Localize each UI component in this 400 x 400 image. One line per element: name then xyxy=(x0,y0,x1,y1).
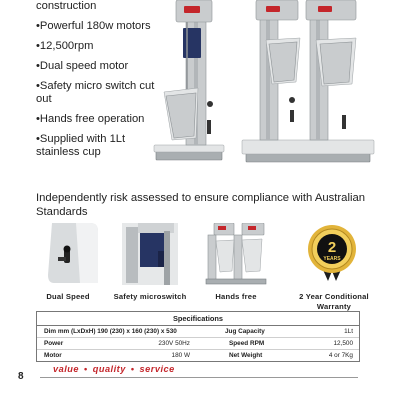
feature-item: •Dual speed motor xyxy=(36,60,129,72)
safety-microswitch-thumbnail xyxy=(122,223,178,285)
spec-label: Dim mm (LxDxH) 190 (230) x 160 (230) x 530 xyxy=(44,328,177,335)
footer-rule xyxy=(40,377,358,378)
tagline-service: service xyxy=(139,364,175,374)
footer-tagline xyxy=(53,364,175,374)
spec-label: Net Weight xyxy=(229,352,263,359)
dual-speed-thumbnail xyxy=(46,223,98,285)
thumb-label-warranty: 2 Year Conditional Warranty xyxy=(299,292,369,311)
feature-lead: construction xyxy=(36,0,97,12)
tagline-separator: • xyxy=(84,364,88,374)
thumb-label-safety-microswitch: Safety microswitch xyxy=(113,292,187,301)
table-row xyxy=(37,326,359,337)
specifications-table xyxy=(36,311,360,362)
feature-item: •Safety micro switch cut out xyxy=(36,80,155,105)
feature-item: •Hands free operation xyxy=(36,113,145,125)
tagline-separator: • xyxy=(130,364,135,374)
spec-value: 230V 50Hz xyxy=(158,340,190,347)
warranty-badge xyxy=(300,223,364,285)
thumb-label-hands-free: Hands free xyxy=(215,292,257,301)
feature-list xyxy=(36,0,158,166)
spec-label: Power xyxy=(44,340,64,347)
compliance-statement: Independently risk assessed to ensure compliance with Australian Standards xyxy=(36,192,366,218)
feature-item: •Supplied with 1Lt stainless cup xyxy=(36,133,126,158)
tagline-value: value xyxy=(53,364,79,374)
double-mixer-photo xyxy=(238,0,378,170)
single-mixer-photo xyxy=(150,0,230,165)
tagline-quality: quality xyxy=(92,364,126,374)
table-row xyxy=(37,349,359,361)
feature-item: •12,500rpm xyxy=(36,40,94,52)
specifications-title: Specifications xyxy=(37,312,359,326)
badge-number: 2 xyxy=(327,239,337,256)
thumb-label-dual-speed: Dual Speed xyxy=(46,292,90,301)
spec-value: 12,500 xyxy=(333,340,353,347)
spec-label: Jug Capacity xyxy=(225,328,265,335)
spec-label: Speed RPM xyxy=(229,340,265,347)
badge-text: YEARS xyxy=(323,256,341,262)
spec-value: 180 W xyxy=(171,352,190,359)
spec-value: 4 or 7Kg xyxy=(328,352,353,359)
page-number: 8 xyxy=(18,371,24,382)
spec-value: 1Lt xyxy=(344,328,353,335)
hands-free-thumbnail xyxy=(204,223,268,285)
feature-item: •Powerful 180w motors xyxy=(36,20,151,32)
spec-label: Motor xyxy=(44,352,62,359)
table-row xyxy=(37,337,359,349)
